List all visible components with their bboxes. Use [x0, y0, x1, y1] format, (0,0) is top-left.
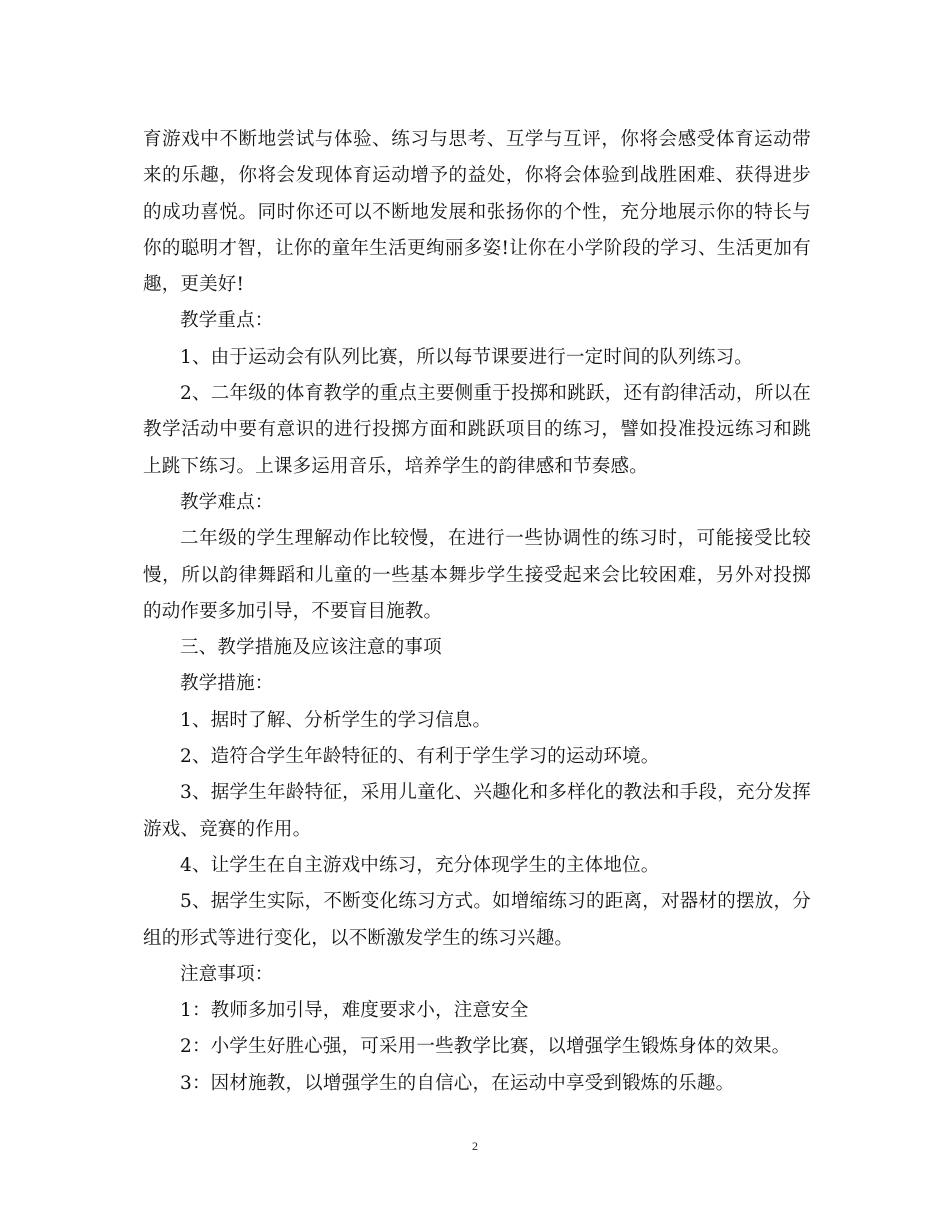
page-number: 2	[472, 1139, 478, 1153]
paragraph-continuation: 育游戏中不断地尝试与体验、练习与思考、互学与互评，你将会感受体育运动带来的乐趣，你将会发现体育运动增予的益处，你将会体验到战胜困难、获得进步的成功喜悦。同时你还可以不断地发展和张扬你的个性，充分地展示你的特长与你的聪明才智，让你的童年生活更绚丽多姿!让你在小学阶段的学习、生活更加有趣，更美好!	[143, 129, 811, 296]
measure-item-4: 4、让学生在自主游戏中练习，充分体现学生的主体地位。	[180, 854, 660, 876]
measure-item-1: 1、据时了解、分析学生的学习信息。	[180, 709, 492, 731]
heading-teaching-measures: 教学措施：	[180, 673, 274, 695]
focus-item-1: 1、由于运动会有队列比赛，所以每节课要进行一定时间的队列练习。	[180, 346, 753, 368]
heading-precautions: 注意事项：	[180, 963, 274, 985]
measure-item-2: 2、造符合学生年龄特征的、有利于学生学习的运动环境。	[180, 746, 660, 768]
difficulty-paragraph: 二年级的学生理解动作比较慢，在进行一些协调性的练习时，可能接受比较慢，所以韵律舞蹈和儿童的一些基本舞步学生接受起来会比较困难，另外对投掷的动作要多加引导，不要盲目施教。	[143, 528, 811, 622]
precaution-item-2: 2：小学生好胜心强，可采用一些教学比赛，以增强学生锻炼身体的效果。	[180, 1036, 791, 1058]
heading-teaching-difficulty: 教学难点：	[180, 491, 274, 513]
section-heading-measures: 三、教学措施及应该注意的事项	[180, 637, 442, 659]
heading-teaching-focus: 教学重点：	[180, 310, 274, 332]
document-body	[143, 122, 811, 1102]
measure-item-3: 3、据学生年龄特征，采用儿童化、兴趣化和多样化的教法和手段，充分发挥游戏、竞赛的作用。	[143, 782, 811, 840]
precaution-item-1: 1：教师多加引导，难度要求小，注意安全	[180, 1000, 529, 1022]
precaution-item-3: 3：因材施教，以增强学生的自信心，在运动中享受到锻炼的乐趣。	[180, 1072, 735, 1094]
focus-item-2: 2、二年级的体育教学的重点主要侧重于投掷和跳跃，还有韵律活动，所以在教学活动中要有意识的进行投掷方面和跳跃项目的练习，譬如投准投远练习和跳上跳下练习。上课多运用音乐，培养学生的韵律感和节奏感。	[143, 383, 811, 477]
measure-item-5: 5、据学生实际，不断变化练习方式。如增缩练习的距离，对器材的摆放，分组的形式等进行变化，以不断激发学生的练习兴趣。	[143, 891, 811, 949]
